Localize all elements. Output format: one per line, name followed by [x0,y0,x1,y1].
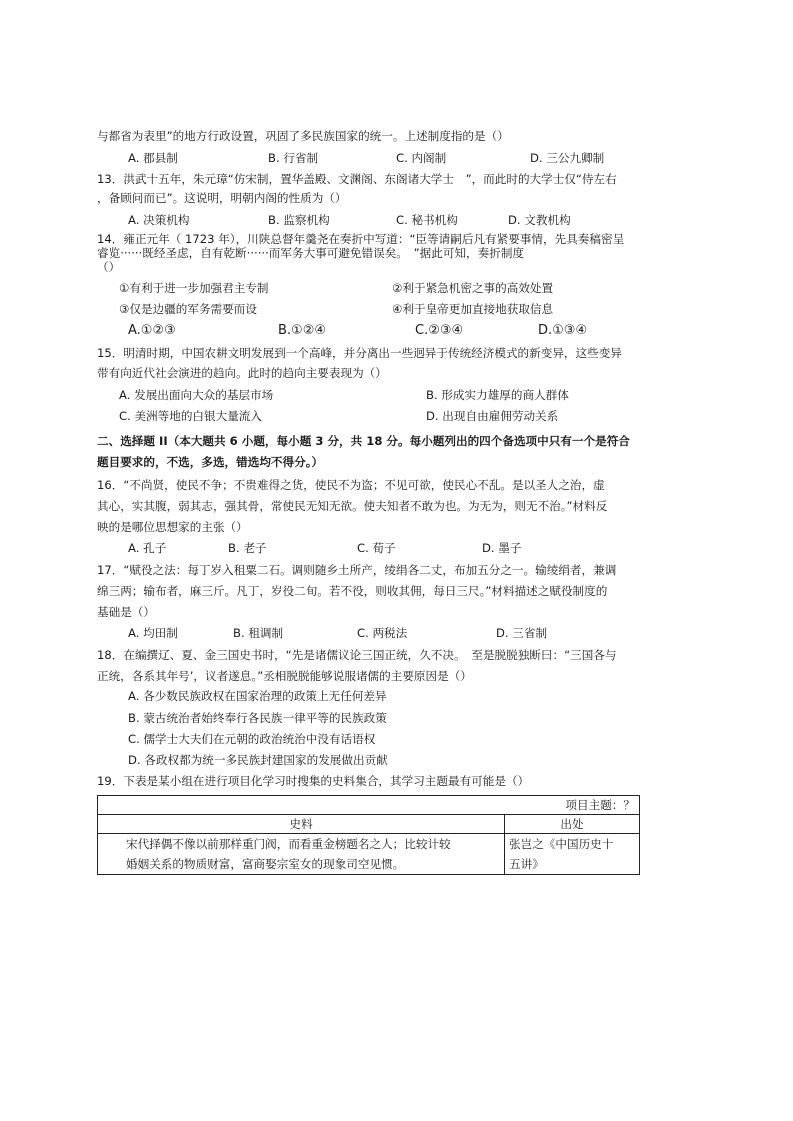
q14-statement-1: ①有利于进一步加强君主专制 [119,281,269,295]
q13-option-a: A. 决策机构 [128,213,190,227]
q14-option-a: A.①②③ [128,323,176,338]
q18-option-c: C. 儒学士大夫们在元朝的政治统治中没有话语权 [128,732,376,746]
q14-option-d: D.①③④ [538,323,588,338]
q15-option-a: A. 发展出面向大众的基层市场 [119,388,274,402]
source-text-line2: 婚姻关系的物质财富，富商娶宗室女的现象司空见惯。 [126,857,405,871]
q17-option-d: D. 三省制 [496,626,548,640]
origin-line1: 张岂之《中国历史十 [509,837,614,851]
q19-stem: 19．下表是某小组在进行项目化学习时搜集的史料集合，其学习主题最有可能是（） [97,774,530,788]
q15-option-b: B. 形成实力雄厚的商人群体 [426,388,569,402]
origin-line2: 五讲》 [509,857,544,871]
q16-stem-line1: 16．“不尚贤，使民不争；不贵难得之货，使民不为盗；不见可欲，使民心不乱。是以圣人之治，虚 [97,478,605,492]
table-topic-cell [98,796,640,815]
table-topic: 项目主题：？ [565,798,635,812]
q12-option-b: B. 行省制 [268,151,319,165]
q14-option-c: C.②③④ [415,323,464,338]
q18-option-d: D. 各政权都为统一多民族封建国家的发展做出贡献 [128,753,388,767]
q17-option-b: B. 租调制 [233,626,284,640]
q18-stem-line2: 正统，各系其年号’，议者遂息。”丞相脱脱能够说服诸儒的主要原因是（） [97,669,472,683]
q12-option-a: A. 郡县制 [128,151,178,165]
q16-option-a: A. 孔子 [128,541,167,555]
q16-stem-line3: 映的是哪位思想家的主张（） [97,520,248,534]
q14-option-b: B.①②④ [278,323,327,338]
q12-stem: 与都省为表里”的地方行政设置，巩固了多民族国家的统一。上述制度指的是（） [97,129,509,143]
q17-stem-line2: 绵三两；输布者，麻三斤。凡丁，岁役二旬。若不役，则收其佣，每日三尺。”材料描述之赋役制度的 [97,584,608,598]
source-text-line1: 宋代择偶不像以前那样重门阀，而看重金榜题名之人；比较计较 [126,837,451,851]
q18-stem-line1: 18．在编撰辽、夏、金三国史书时，“先是诸儒议论三国正统，久不决。 至是脱脱独断曰：“三国各与 [97,648,617,662]
q14-statement-2: ②利于紧急机密之事的高效处置 [392,281,554,295]
q18-option-a: A. 各少数民族政权在国家治理的政策上无任何差异 [128,689,387,703]
q13-option-d: D. 文教机构 [508,213,571,227]
q17-stem-line1: 17．“赋役之法：每丁岁入租粟二石。调则随乡土所产，绫绢各二丈，布加五分之一。输绫绢者，兼调 [97,563,617,577]
q15-stem-line2: 带有向近代社会演进的趋向。此时的趋向主要表现为（） [97,366,387,380]
table-cell-source-text [98,834,505,875]
section-2-heading-line2: 题目要求的，不选，多选，错选均不得分。） [97,455,324,469]
section-2-heading-line1: 二、选择题 II（本大题共 6 小题，每小题 3 分，共 18 分。每小题列出的四个备选项中只有一个是符合 [97,434,630,448]
table-header-source-text: 史料 [98,815,505,834]
table-cell-origin [505,834,640,875]
q13-option-c: C. 秘书机构 [396,213,458,227]
q16-option-c: C. 荀子 [357,541,396,555]
q18-option-b: B. 蒙古统治者始终奉行各民族一律平等的民族政策 [128,711,387,725]
q14-stem-line2: 睿览······既经圣虑，自有乾断······而军务大事可避免错误矣。 ”据此可知，奏折制度 [97,246,525,260]
table-header-origin: 出处 [505,815,640,834]
q14-statement-3: ③仅是边疆的军务需要而设 [119,302,257,316]
q16-option-b: B. 老子 [228,541,267,555]
q17-stem-line3: 基础是（） [97,605,155,619]
q12-option-c: C. 内阁制 [396,151,447,165]
q17-option-c: C. 两税法 [357,626,408,640]
q15-option-d: D. 出现自由雇佣劳动关系 [426,409,559,423]
q14-statement-4: ④利于皇帝更加直接地获取信息 [392,302,554,316]
q13-option-b: B. 监察机构 [268,213,330,227]
q12-option-d: D. 三公九卿制 [530,151,605,165]
q17-option-a: A. 均田制 [128,626,178,640]
q14-stem-line3: （） [97,260,121,274]
q13-stem-line2: ，备顾问而已”。这说明，明朝内阁的性质为（） [97,191,347,205]
q15-stem-line1: 15．明清时期，中国农耕文明发展到一个高峰，并分离出一些迥异于传统经济模式的新变异，这些变异 [97,346,622,360]
q16-option-d: D. 墨子 [482,541,522,555]
q13-stem-line1: 13．洪武十五年，朱元璋“仿宋制，置华盖殿、文渊阁、东阁诸大学士 ”，而此时的大学士仅“侍左右 [97,172,617,186]
q16-stem-line2: 其心，实其腹，弱其志，强其骨，常使民无知无欲。使夫知者不敢为也。为无为，则无不治。”材料反 [97,499,608,513]
source-table [97,795,640,875]
q14-stem-line1: 14．雍正元年（ 1723 年），川陕总督年羹尧在奏折中写道：“臣等请嗣后凡有紧要事情，先具奏稿密呈 [97,232,625,246]
q15-option-c: C. 美洲等地的白银大量流入 [119,409,262,423]
